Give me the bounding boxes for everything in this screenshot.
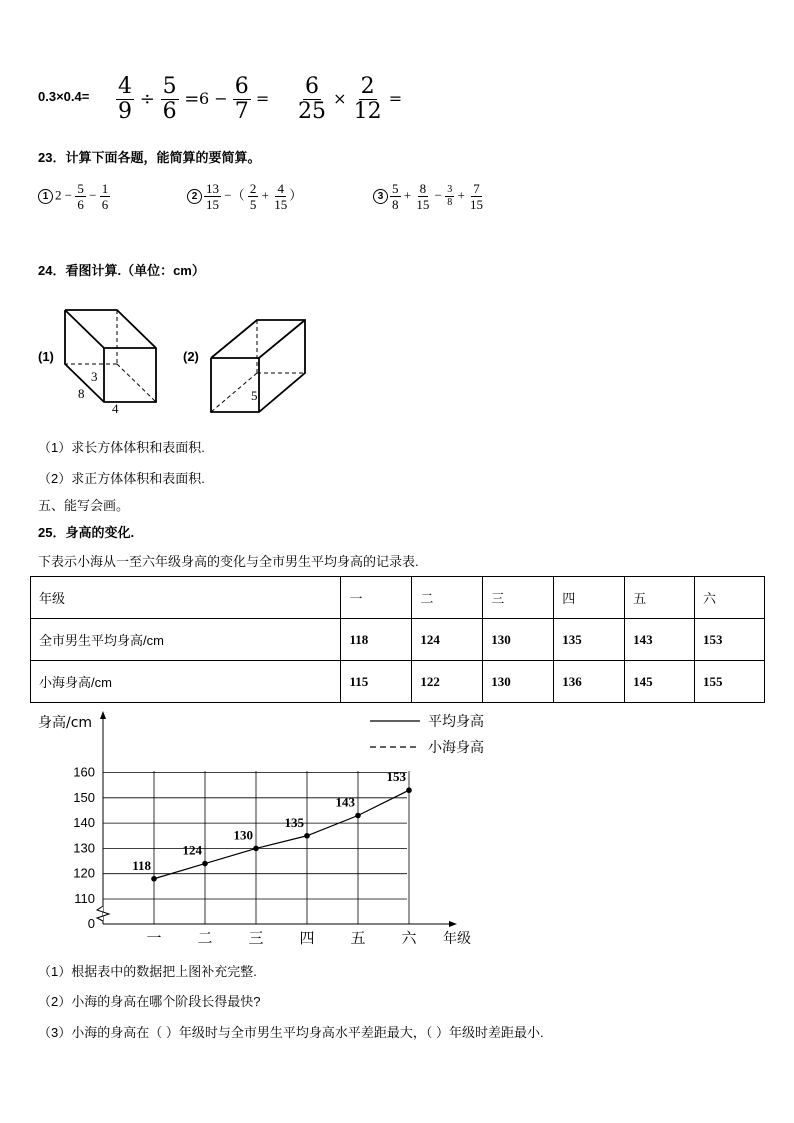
dim-edge: 5: [251, 388, 258, 403]
height-line-chart: [0, 705, 520, 955]
legend-label: 小海身高: [428, 740, 484, 756]
data-point: [253, 846, 259, 852]
q23-item-1: 1 2 − $\frac{5}{6}$ − $\frac{1}{6}$: [38, 182, 110, 211]
data-point: [304, 833, 310, 839]
table-cell: 三: [483, 577, 554, 619]
q24-title: 24．看图计算.（单位：cm）: [38, 263, 205, 278]
q25-sub1: （1）根据表中的数据把上图补充完整.: [38, 964, 257, 979]
table-cell: 155: [695, 661, 765, 703]
table-cell: 年级: [31, 577, 341, 619]
table-cell: 143: [625, 619, 695, 661]
data-label: 130: [233, 827, 253, 843]
series-line: [154, 790, 409, 879]
q24-sub1: （1）求长方体体积和表面积.: [38, 440, 205, 455]
q23-item-3: 3 $\frac{5}{8}$ + $\frac{8}{15}$ − $\frac{3}{8}$ + $\frac{7}{15}$: [373, 182, 485, 211]
y-tick-label: 120: [73, 865, 95, 881]
table-cell: 一: [341, 577, 412, 619]
table-cell: 五: [625, 577, 695, 619]
data-point: [406, 787, 412, 793]
y-axis-label: 身高/cm: [38, 715, 93, 731]
data-point: [151, 876, 157, 882]
axis-break-mark: [97, 906, 109, 921]
expr-decimal-mult: 0.3×0.4=: [38, 89, 90, 104]
q23-item-2: 2 $\frac{13}{15}$ −（ $\frac{2}{5}$ + $\frac{4}{15}$ ）: [187, 182, 302, 211]
data-label: 153: [386, 769, 406, 785]
figure-2-label: (2): [183, 349, 199, 364]
y-tick-label: 150: [73, 789, 95, 805]
table-cell: 130: [483, 619, 554, 661]
table-header-row: [31, 577, 765, 619]
circle-marker-1: 1: [38, 189, 53, 204]
table-cell: 122: [412, 661, 483, 703]
q25-sub2: （2）小海的身高在哪个阶段长得最快?: [38, 994, 261, 1009]
table-cell: 六: [695, 577, 765, 619]
x-axis-label: 年级: [443, 931, 471, 947]
data-label: 135: [284, 814, 304, 830]
cuboid-figure: [55, 302, 165, 417]
x-tick-label: 三: [248, 929, 264, 947]
data-point: [202, 861, 208, 867]
cube-figure: [205, 314, 315, 419]
y-tick-label: 0: [87, 916, 95, 931]
data-label: 143: [335, 794, 355, 810]
dim-length: 8: [78, 386, 85, 401]
table-cell: 四: [554, 577, 625, 619]
legend-label: 平均身高: [428, 714, 484, 730]
data-label: 118: [132, 857, 151, 873]
table-cell: 145: [625, 661, 695, 703]
dim-width: 4: [112, 401, 119, 416]
section-5-heading: 五、能写会画。: [38, 498, 130, 513]
x-tick-label: 二: [197, 929, 213, 947]
y-tick-label: 130: [73, 840, 95, 856]
height-record-table: [30, 576, 765, 703]
y-tick-label: 140: [73, 815, 95, 831]
x-tick-label: 五: [350, 929, 366, 947]
expr-whole-minus-frac: 6 − $\frac{6}{7}$ =: [199, 74, 270, 124]
y-tick-label: 160: [73, 764, 95, 780]
expr-frac-division: $\frac{4}{9}$ ÷ $\frac{5}{6}$ =: [118, 74, 200, 124]
table-cell: 136: [554, 661, 625, 703]
table-row: [31, 619, 765, 661]
table-cell: 130: [483, 661, 554, 703]
table-row: [31, 661, 765, 703]
q23-title: 23．计算下面各题，能简算的要简算。: [38, 150, 261, 165]
x-tick-label: 六: [401, 929, 417, 947]
data-point: [355, 813, 361, 819]
x-tick-label: 四: [299, 929, 315, 947]
q25-title: 25．身高的变化.: [38, 525, 135, 540]
circle-marker-3: 3: [373, 189, 388, 204]
q24-sub2: （2）求正方体体积和表面积.: [38, 471, 205, 486]
q25-intro: 下表示小海从一至六年级身高的变化与全市男生平均身高的记录表.: [38, 554, 419, 569]
dim-height: 3: [91, 369, 98, 384]
expr-frac-mult: $\frac{6}{25}$ × $\frac{2}{12}$ =: [298, 74, 403, 124]
x-tick-label: 一: [146, 929, 162, 947]
q25-sub3: （3）小海的身高在（ ）年级时与全市男生平均身高水平差距最大，（ ）年级时差距最小.: [38, 1025, 544, 1040]
table-cell: 118: [341, 619, 412, 661]
table-cell: 153: [695, 619, 765, 661]
y-tick-label: 110: [74, 891, 95, 906]
table-cell: 小海身高/cm: [31, 661, 341, 703]
circle-marker-2: 2: [187, 189, 202, 204]
table-cell: 115: [341, 661, 412, 703]
figure-1-label: (1): [38, 349, 54, 364]
table-cell: 135: [554, 619, 625, 661]
table-cell: 124: [412, 619, 483, 661]
x-axis-arrow: [449, 921, 457, 927]
y-axis-arrow: [100, 711, 106, 719]
data-label: 124: [182, 842, 202, 858]
table-cell: 二: [412, 577, 483, 619]
table-cell: 全市男生平均身高/cm: [31, 619, 341, 661]
